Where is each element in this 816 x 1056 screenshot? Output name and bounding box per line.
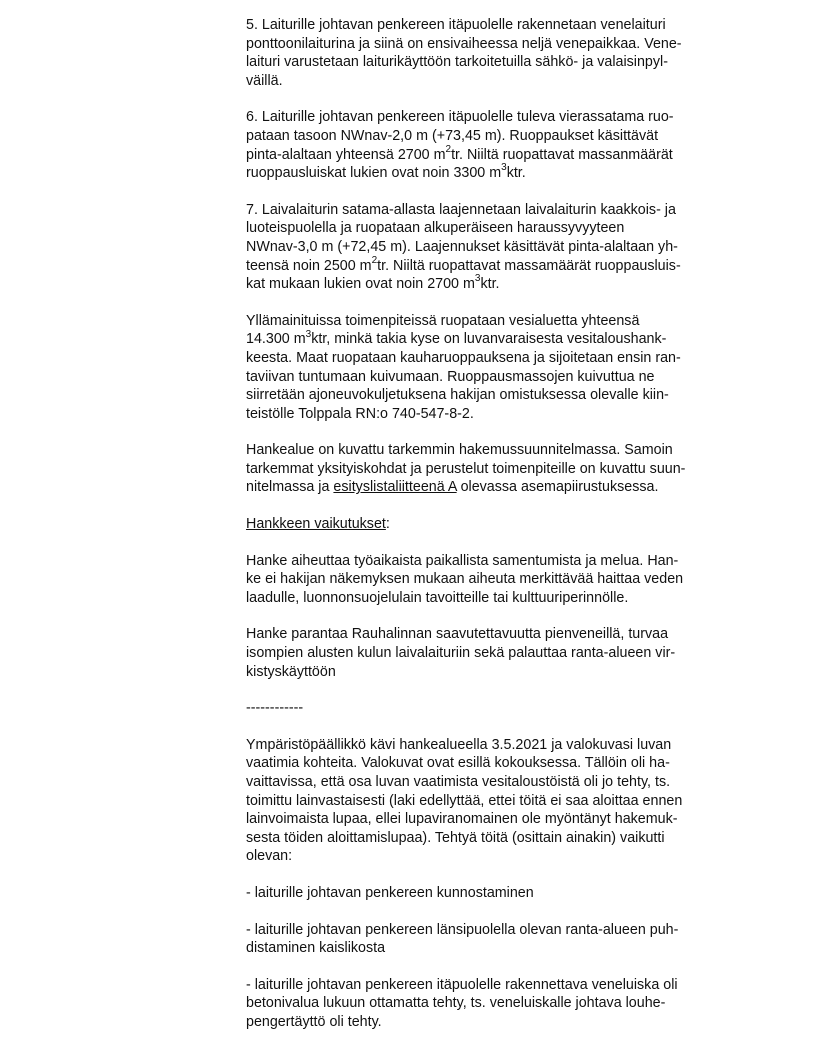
document-body: [246, 16, 746, 1032]
text-line: pataan tasoon NWnav-2,0 m (+73,45 m). Ruoppaukset käsittävät: [246, 127, 659, 144]
paragraph-p-heading: [246, 515, 746, 534]
text-line: - laiturille johtavan penkereen kunnostaminen: [246, 884, 534, 901]
text-line: siirretään ajoneuvokuljetuksena hakijan omistuksessa olevalle kiin-: [246, 387, 669, 404]
text-line: distaminen kaislikosta: [246, 940, 386, 957]
text-line: Hanke aiheuttaa työaikaista paikallista samentumista ja melua. Han-: [246, 552, 679, 569]
paragraph-p5: [246, 16, 746, 90]
paragraph-p-l3: [246, 976, 746, 1032]
text-line: - laiturille johtavan penkereen länsipuolella olevan ranta-alueen puh-: [246, 921, 679, 938]
text-line: ------------: [246, 700, 304, 717]
paragraph-p-l1: [246, 884, 746, 903]
text-line: teensä noin 2500 $m^2tr$. Niiltä ruopattavat massamäärät ruoppausluis-: [246, 254, 681, 274]
text-line: lainvoimaista lupaa, ellei lupaviranomainen ole myöntänyt hakemuk-: [246, 811, 678, 828]
text-line: ke ei hakijan näkemyksen mukaan aiheuta merkittävää haittaa veden: [246, 571, 684, 588]
text-line: Yllämainituissa toimenpiteissä ruopataan vesialuetta yhteensä: [246, 312, 640, 329]
text-line: vaatimia kohteita. Valokuvat ovat esillä kokouksessa. Tällöin oli ha-: [246, 755, 670, 772]
text-line: sesta töiden aloittamislupaa). Tehtyä töitä (osittain ainakin) vaikutti: [246, 829, 665, 846]
text-line: ponttoonilaiturina ja siinä on ensivaiheessa neljä venepaikkaa. Vene-: [246, 35, 682, 52]
text-line: kistyskäyttöön: [246, 663, 336, 680]
text-line: Ympäristöpäällikkö kävi hankealueella 3.5.2021 ja valokuvasi luvan: [246, 736, 672, 753]
text-line: tarkemmat yksityiskohdat ja perustelut toimenpiteille on kuvattu suun-: [246, 460, 686, 477]
text-line: olevan:: [246, 848, 293, 865]
text-line: Hankealue on kuvattu tarkemmin hakemussuunnitelmassa. Samoin: [246, 442, 673, 459]
paragraph-p-env: [246, 736, 746, 866]
text-line: laituri varustetaan laiturikäyttöön tarkoitetuilla sähkö- ja valaisinpyl-: [246, 54, 668, 71]
text-line: luoteispuolella ja ruopataan alkuperäiseen haraussyvyyteen: [246, 220, 625, 237]
paragraph-p-area: [246, 441, 746, 497]
text-line: isompien alusten kulun laivalaituriin sekä palauttaa ranta-alueen vir-: [246, 645, 676, 662]
text-line: 7. Laivalaiturin satama-allasta laajennetaan laivalaiturin kaakkois- ja: [246, 201, 676, 218]
paragraph-p-effects2: [246, 625, 746, 681]
text-line: vaittavissa, että osa luvan vaatimista vesitaloustöistä oli jo tehty, ts.: [246, 774, 671, 790]
text-line: 14.300 $m^3ktr$, minkä takia kyse on luvanvaraisesta vesitaloushank-: [246, 328, 667, 348]
paragraph-p-l2: [246, 921, 746, 958]
text-line: keesta. Maat ruopataan kauharuoppauksena ja sijoitetaan ensin ran-: [246, 349, 681, 366]
text-line: NWnav-3,0 m (+72,45 m). Laajennukset käsittävät pinta-alaltaan yh-: [246, 238, 678, 255]
text-line: - laiturille johtavan penkereen itäpuolelle rakennettava veneluiska oli: [246, 976, 678, 993]
text-line: taviivan tuntumaan kuivumaan. Ruoppausmassojen kuivuttua ne: [246, 368, 655, 385]
text-line: betonivalua lukuun ottamatta tehty, ts. veneluiskalle johtava louhe-: [246, 995, 666, 1012]
text-line: laadulle, luonnonsuojelulain tavoitteille tai kulttuuriperinnölle.: [246, 589, 629, 606]
text-line: pengertäyttö oli tehty.: [246, 1013, 382, 1030]
document-page: [246, 16, 746, 1050]
text-line: kat mukaan lukien ovat noin 2700 $m^3ktr$.: [246, 273, 500, 293]
underlined-text: Hankkeen vaikutukset: [246, 516, 386, 533]
paragraph-p-effects1: [246, 552, 746, 608]
text-line: 5. Laiturille johtavan penkereen itäpuolelle rakennetaan venelaituri: [246, 17, 666, 33]
text-line: nitelmassa ja esityslistaliitteenä A olevassa asemapiirustuksessa.: [246, 479, 659, 496]
paragraph-p-total: [246, 312, 746, 424]
text-line: Hankkeen vaikutukset:: [246, 516, 390, 533]
text-line: 6. Laiturille johtavan penkereen itäpuolelle tuleva vierassatama ruo-: [246, 109, 674, 126]
paragraph-p7: [246, 201, 746, 294]
text-line: väillä.: [246, 72, 283, 89]
text-line: teistölle Tolppala RN:o 740-547-8-2.: [246, 405, 474, 422]
paragraph-p6: [246, 108, 746, 182]
paragraph-p-sep: [246, 699, 746, 718]
text-line: ruoppausluiskat lukien ovat noin 3300 $m^3ktr$.: [246, 162, 526, 182]
text-line: Hanke parantaa Rauhalinnan saavutettavuutta pienveneillä, turvaa: [246, 626, 669, 643]
underlined-text: esityslistaliitteenä A: [333, 479, 457, 496]
text-line: pinta-alaltaan yhteensä 2700 $m^2tr$. Niiltä ruopattavat massanmäärät: [246, 143, 673, 163]
text-line: toimittu lainvastaisesti (laki edellyttää, ettei töitä ei saa aloittaa ennen: [246, 792, 683, 809]
